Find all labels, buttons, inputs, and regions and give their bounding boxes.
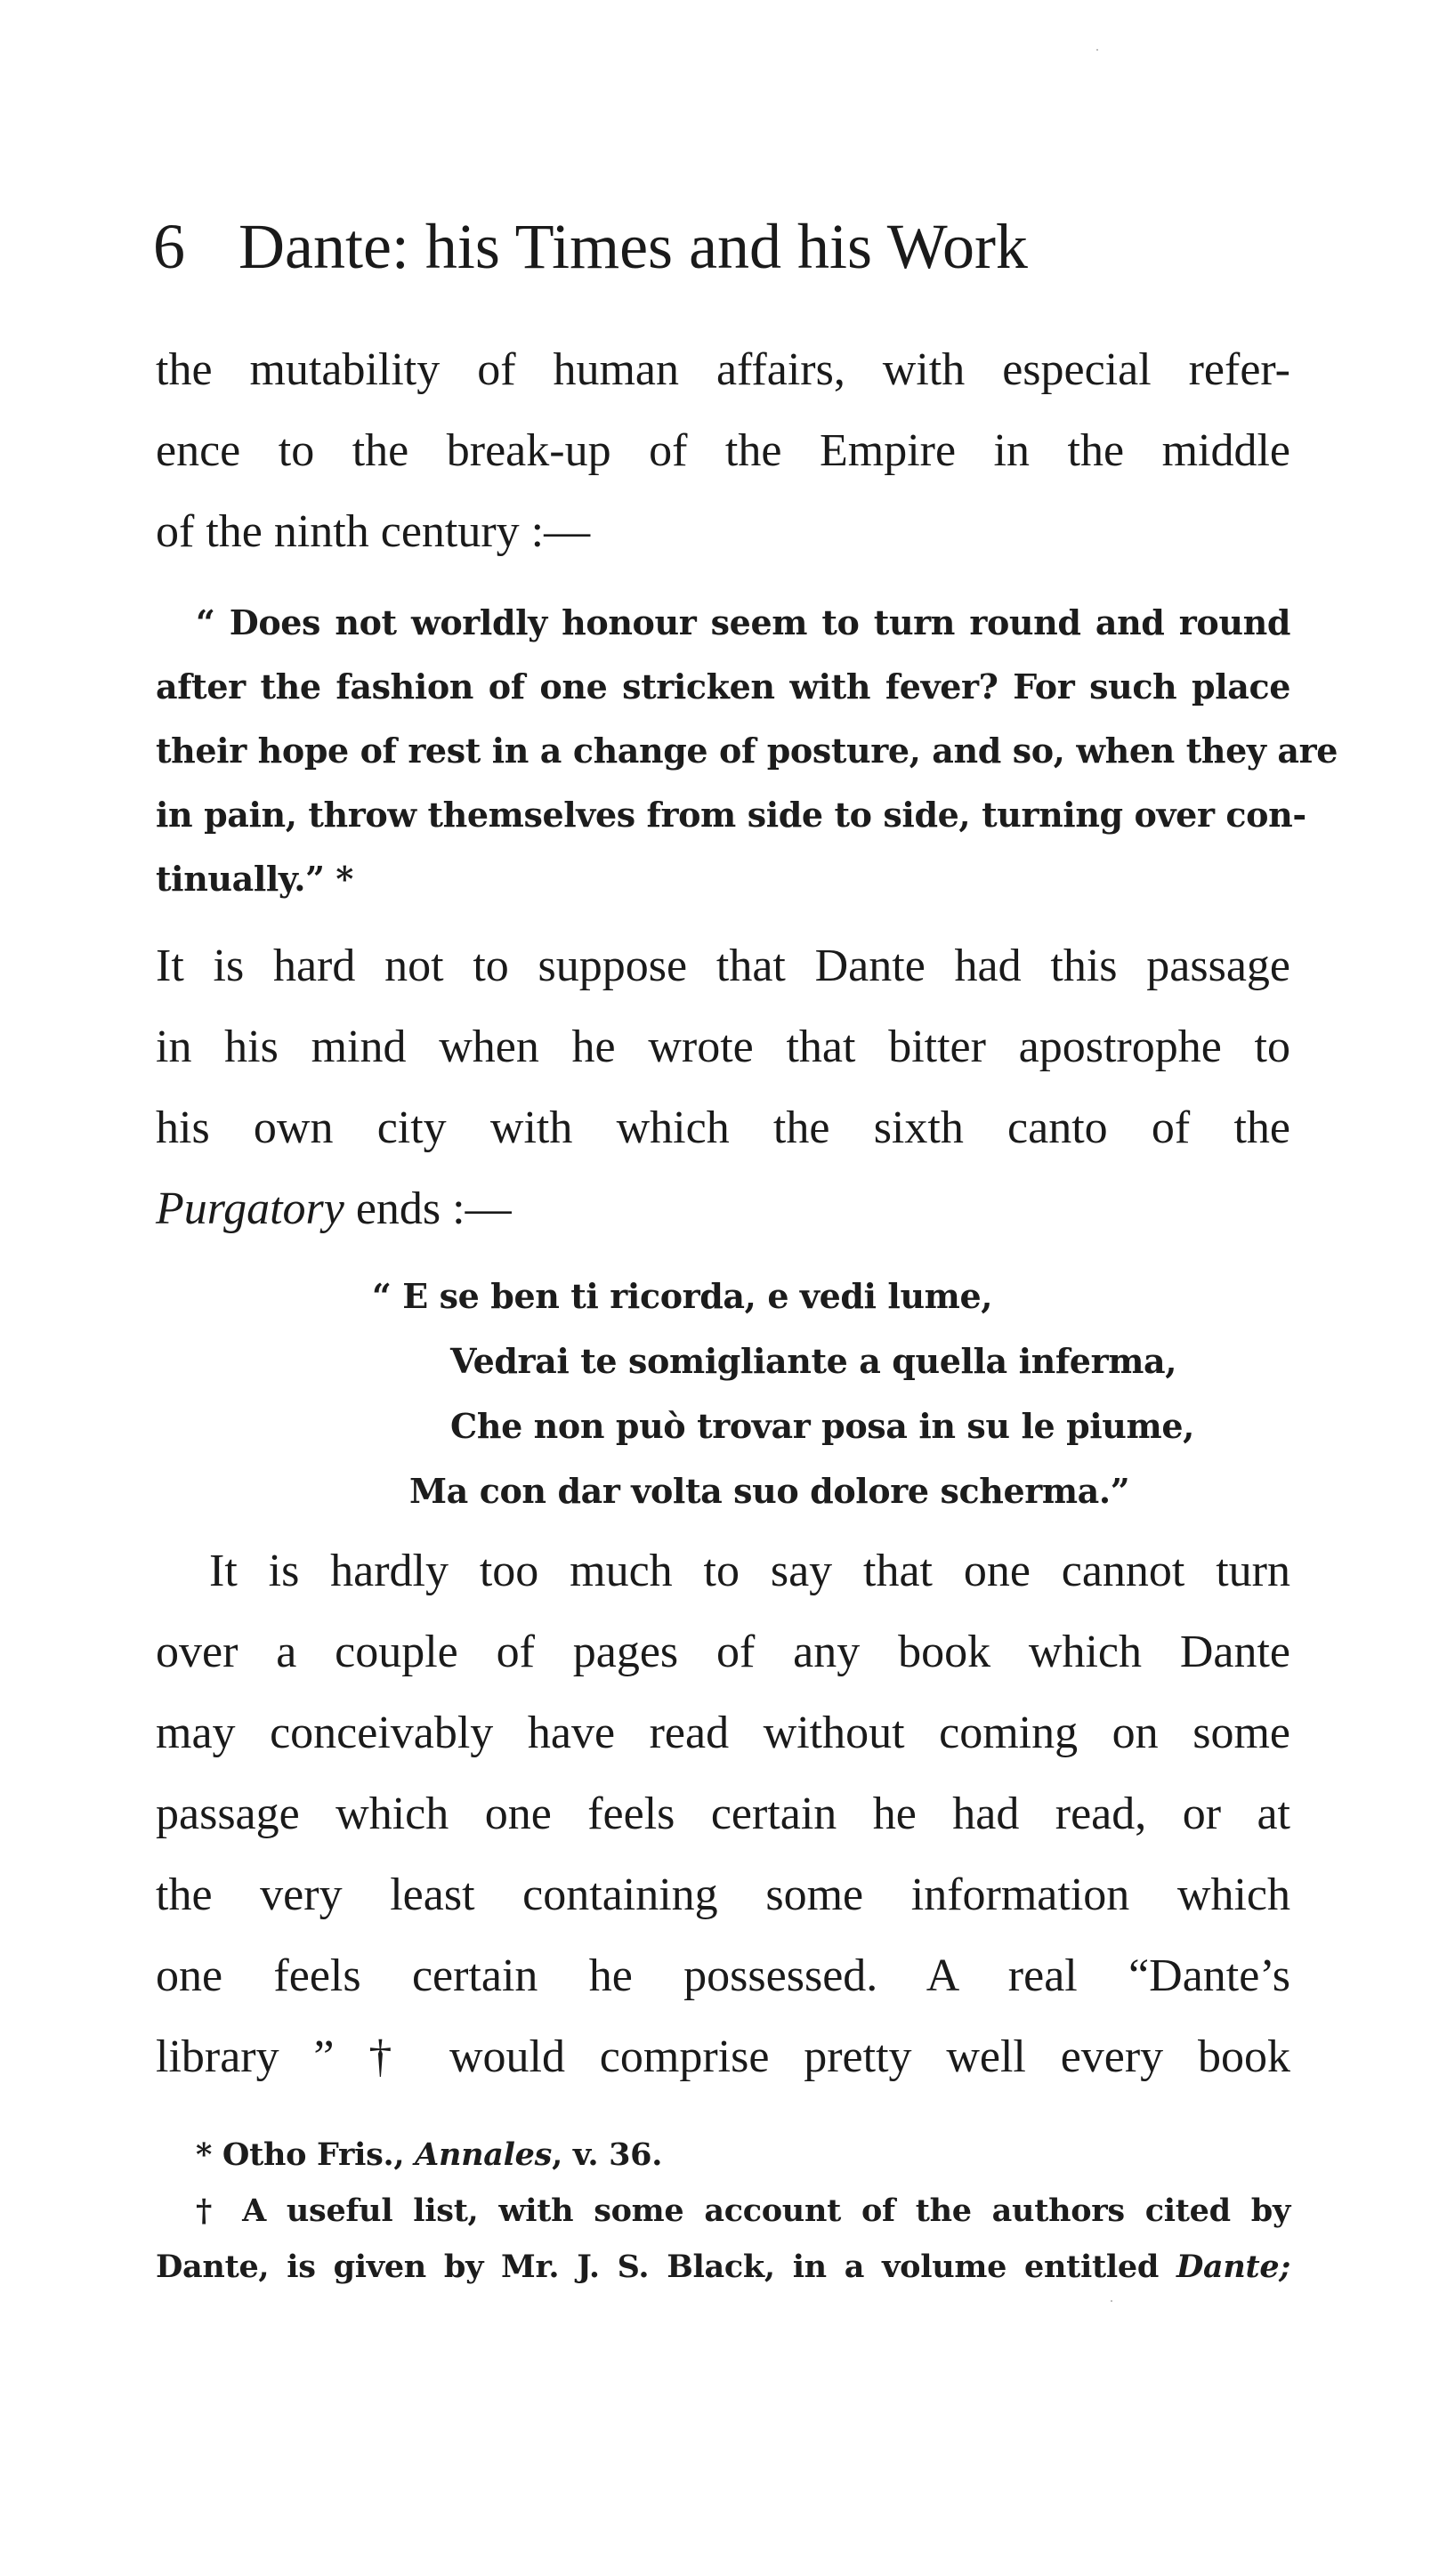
text-line: his own city with which the sixth canto of the [156,1102,1290,1153]
verse-line: Ma con dar volta suo dolore scherma.” [409,1471,1130,1511]
footnotes [156,2127,1290,2295]
verse-line: Che non può trovar posa in su le piume, [450,1406,1194,1446]
footnote-title: Annales [415,2136,553,2173]
footnote-text: , v. 36. [552,2136,663,2173]
text-line: ence to the break-up of the Empire in the middle [156,425,1290,476]
text-fragment: ends :— [344,1183,512,1234]
quote-line: after the fashion of one stricken with fever? For such place [156,666,1290,707]
text-line: over a couple of pages of any book which Dante [156,1627,1290,1677]
text-line: It is hard not to suppose that Dante had this passage [156,941,1290,991]
page-number: 6 [153,211,185,282]
running-header [153,206,1292,287]
text-line [156,1168,1290,1249]
verse-quote [372,1264,1262,1523]
quote-line: their hope of rest in a change of posture, and so, when they are [156,731,1338,771]
text-line: It is hardly too much to say that one cannot turn [209,1546,1290,1596]
footnote-1 [156,2127,1290,2183]
paragraph-2 [156,925,1290,1249]
text-line: passage which one feels certain he had read, or at [156,1789,1290,1839]
paragraph-3 [156,1530,1290,2097]
text-line: may conceivably have read without coming on some [156,1708,1290,1758]
quote-line: tinually.” * [156,859,353,899]
verse-line: “ E se ben ti ricorda, e vedi lume, [372,1276,993,1316]
text-line: the very least containing some information which [156,1869,1290,1920]
quote-line: in pain, throw themselves from side to side, turning over con- [156,795,1306,835]
text-line: in his mind when he wrote that bitter apostrophe to [156,1022,1290,1072]
text-line: of the ninth century :— [156,506,591,557]
block-quote [156,591,1338,911]
footnote-2-line-1: † A useful list, with some account of the authors cited by [196,2192,1290,2229]
footnote-text: * Otho Fris., [196,2136,416,2173]
verse-line: Vedrai te somigliante a quella inferma, [450,1341,1177,1381]
text-line: one feels certain he possessed. A real “Dante’s [156,1950,1290,2001]
footnote-title: Dante; [1176,2249,1290,2285]
text-line: the mutability of human affairs, with especial refer- [156,344,1290,395]
speck-mark [1096,49,1098,51]
running-title: Dante: his Times and his Work [238,211,1028,282]
paragraph-1 [156,329,1290,572]
text-line: library ” † would comprise pretty well every book [156,2031,1290,2082]
footnote-2-line-2 [156,2239,1290,2295]
footnote-text: Dante, is given by Mr. J. S. Black, in a volume entitled [156,2249,1176,2285]
speck-mark [1111,2300,1112,2302]
quote-line: “ Does not worldly honour seem to turn round and round [196,602,1290,642]
work-title: Purgatory [156,1183,344,1234]
